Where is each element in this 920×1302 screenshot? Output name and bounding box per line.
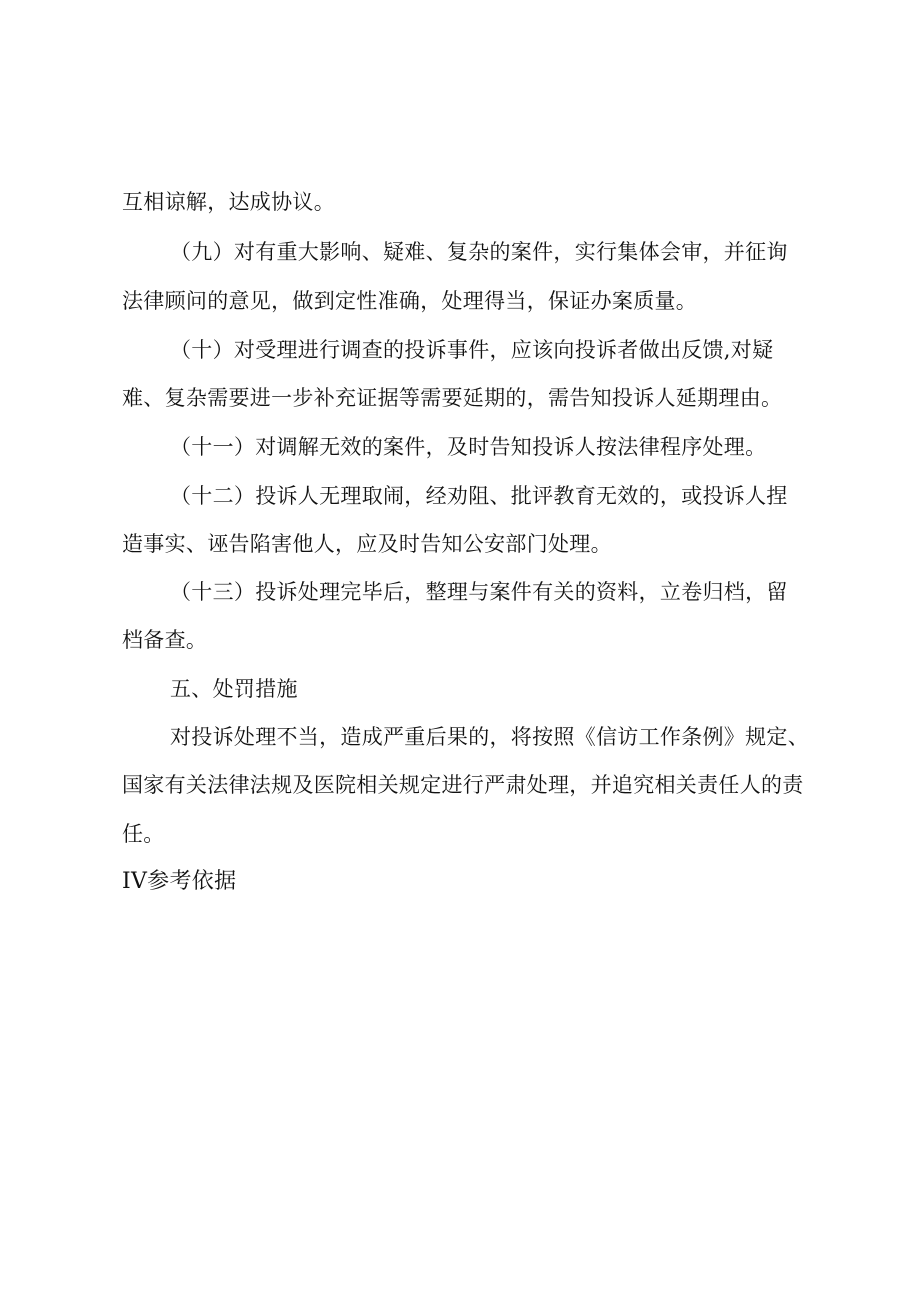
section-heading-five: 五、处罚措施 xyxy=(170,677,298,701)
text-line-7: （十二）投诉人无理取闹，经劝阻、批评教育无效的，或投诉人捏 xyxy=(170,484,788,508)
text-line-8: 造事实、诬告陷害他人，应及时告知公安部门处理。 xyxy=(122,532,612,556)
text-line-2: （九）对有重大影响、疑难、复杂的案件，实行集体会审，并征询 xyxy=(170,240,788,264)
section-heading-iv: IV参考依据 xyxy=(122,869,237,894)
text-line-9: （十三）投诉处理完毕后，整理与案件有关的资料，立卷归档，留 xyxy=(170,580,788,604)
text-line-10: 档备查。 xyxy=(122,628,208,652)
text-line-4: （十）对受理进行调查的投诉事件，应该向投诉者做出反馈,对疑 xyxy=(170,338,774,362)
text-line-11: 对投诉处理不当，造成严重后果的，将按照《信访工作条例》规定、 xyxy=(170,725,809,749)
text-line-12: 国家有关法律法规及医院相关规定进行严肃处理，并追究相关责任人的责 xyxy=(122,773,804,797)
text-line-13: 任。 xyxy=(122,822,165,846)
text-line-1: 互相谅解，达成协议。 xyxy=(122,190,335,214)
text-line-3: 法律顾问的意见，做到定性准确，处理得当，保证办案质量。 xyxy=(122,289,698,313)
text-line-6: （十一）对调解无效的案件，及时告知投诉人按法律程序处理。 xyxy=(170,435,767,459)
text-line-5: 难、复杂需要进一步补充证据等需要延期的，需告知投诉人延期理由。 xyxy=(122,386,783,410)
